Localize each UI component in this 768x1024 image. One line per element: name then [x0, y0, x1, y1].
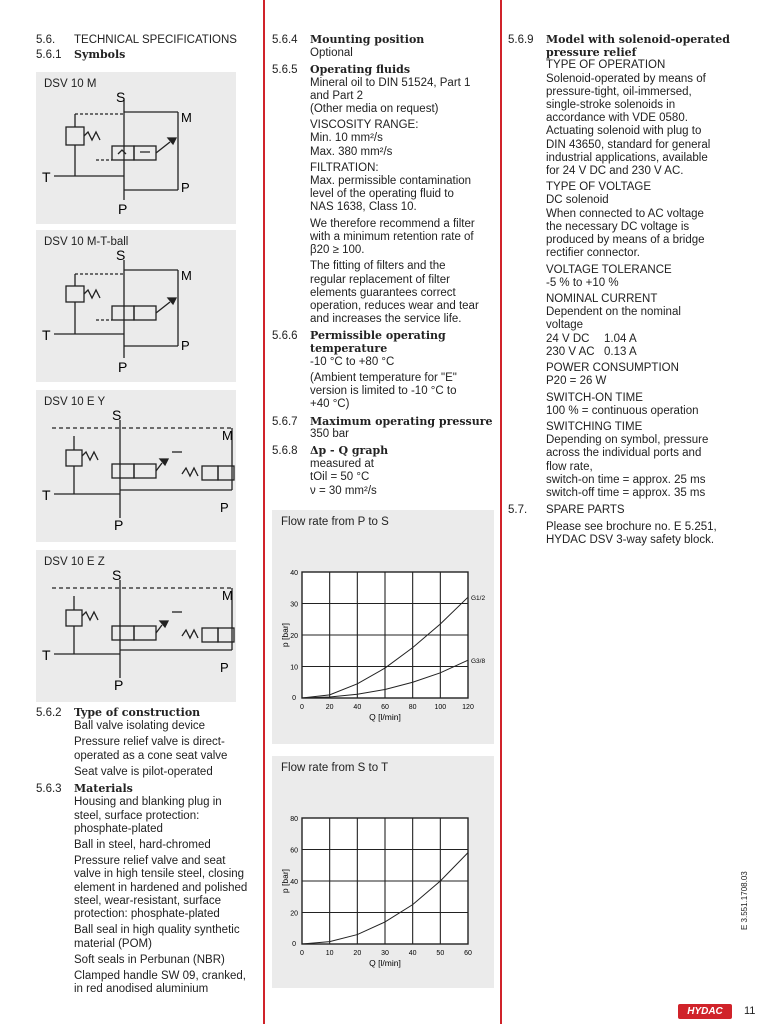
svg-text:S: S: [112, 567, 122, 583]
hydraulic-symbol-diagram: [36, 230, 236, 382]
column-1-lower: [36, 707, 258, 998]
svg-text:M: M: [181, 110, 192, 125]
x-tick-label: 30: [381, 950, 389, 957]
max-pressure-section: 5.6.7 Maximum operating pressure 350 bar: [272, 416, 498, 442]
x-tick-label: 0: [300, 704, 304, 711]
svg-text:P: P: [114, 517, 124, 533]
svg-text:M: M: [222, 588, 233, 603]
y-tick-label: 60: [290, 847, 298, 855]
y-tick-label: 40: [290, 879, 298, 886]
line-chart-p-to-s: [272, 510, 494, 744]
x-tick-label: 100: [434, 704, 447, 711]
current-row: 24 V DC 1.04 A: [546, 332, 637, 345]
series-label: G3/8: [471, 658, 486, 666]
svg-text:P: P: [220, 660, 229, 675]
chart-panel-p-to-s: [272, 510, 494, 744]
x-tick-label: 40: [408, 950, 417, 957]
column-divider-right: [500, 0, 502, 1024]
chart-title: Flow rate from P to S: [281, 516, 389, 528]
temperature-title: Permissible operating: [310, 329, 446, 343]
x-tick-label: 0: [300, 950, 304, 957]
y-tick-label: 80: [290, 816, 298, 823]
svg-text:T: T: [42, 647, 51, 663]
materials-title: Materials: [74, 782, 133, 796]
x-tick-label: 10: [325, 950, 334, 957]
svg-text:M: M: [181, 268, 192, 283]
svg-text:P: P: [118, 359, 128, 375]
svg-text:T: T: [42, 327, 51, 343]
document-code: E 3.551.1708.03: [740, 871, 749, 930]
fluids-section: 5.6.5 Operating fluids Mineral oil to DIN 51524, Part 1 and Part 2 (Other media on request) VISCOSITY RANGE: Min. 10 mm²/s Max. 380 mm²/s FILTRATION: Max. permissible contamination level of the operating fluid to NAS 1638, Class 10. We therefore recommend a filter with a minimum retention rate of β20 ≥ 100. The fitting of filters and the regular replacement of filter elements guarantees correct operation, reduces wear and tear and increases the service life.: [272, 64, 498, 327]
hydac-logo: HYDAC: [678, 1004, 732, 1019]
hydraulic-symbol-diagram: [36, 72, 236, 224]
series-label: G1/2: [471, 595, 486, 603]
svg-text:M: M: [222, 428, 233, 443]
svg-text:P: P: [181, 338, 190, 353]
mounting-title: Mounting position: [310, 33, 425, 46]
y-axis-label: p [bar]: [280, 622, 290, 648]
x-tick-label: 60: [464, 950, 472, 957]
construction-section: 5.6.2 Type of construction Ball valve isolating device Pressure relief valve is direct- operated as a cone seat valve Seat valve is pilot-operated: [36, 706, 228, 778]
hydraulic-symbol-diagram: [36, 550, 236, 702]
y-tick-label: 20: [290, 633, 298, 640]
svg-text:S: S: [112, 407, 122, 423]
max-pressure-title: Maximum operating pressure: [310, 414, 493, 428]
dpq-title: Δp - Q graph: [310, 444, 389, 458]
construction-title: Type of construction: [74, 706, 201, 719]
chart-title: Flow rate from S to T: [281, 762, 389, 774]
column-1: [36, 34, 258, 64]
y-tick-label: 40: [290, 570, 298, 577]
symbols-title: Symbols: [74, 48, 126, 62]
y-axis-label: p [bar]: [280, 868, 290, 894]
x-tick-label: 60: [381, 704, 389, 711]
column-divider-left: [263, 0, 265, 1024]
symbol-dsv10m: DSV 10 M S M T P P: [36, 72, 236, 224]
svg-text:S: S: [116, 247, 126, 263]
solenoid-section: 5.6.9 Model with solenoid-operated pressure relief TYPE OF OPERATION Solenoid-operated by means of pressure-tight, oil-immersed, single-stroke solenoids in accordance with VDE 0580. Actuating solenoid with plug to DIN 43650, standard for general industrial applications, available for 24 V DC and 230 V AC. TYPE OF VOLTAGE DC solenoid When connected to AC voltage the necessary DC voltage is produced by means of a bridge rectifier connector. VOLTAGE TOLERANCE -5 % to +10 % NOMINAL CURRENT Dependent on the nominal voltage 24 V DC 1.04 A 230 V AC 0.13 A POWER CONSUMPTION P20 = 26 W SWITCH-ON TIME 100 % = continuous operation SWITCHING TIME Depending on symbol, pressure across the individual ports and flow rate, switch-on time = approx. 25 ms switch-off time = approx. 35 ms: [508, 34, 744, 500]
symbol-dsv10m-t-ball: DSV 10 M-T-ball S M T P P: [36, 230, 236, 382]
x-tick-label: 50: [436, 950, 445, 957]
x-tick-label: 20: [353, 950, 362, 957]
line-chart-s-to-t: [272, 756, 494, 988]
x-tick-label: 120: [462, 704, 474, 711]
symbol-dsv10ez: DSV 10 E Z S M T P P: [36, 550, 236, 702]
y-tick-label: 10: [290, 664, 298, 672]
temperature-section: 5.6.6 Permissible operating temperature -10 °C to +80 °C (Ambient temperature for "E" version is limited to -10 °C to +40 °C): [272, 330, 498, 411]
y-tick-label: 0: [292, 695, 296, 702]
column-2: [272, 34, 498, 500]
spare-parts-section: 5.7. SPARE PARTS Please see brochure no. E 5.251, HYDAC DSV 3-way safety block.: [508, 504, 744, 547]
svg-text:S: S: [116, 89, 126, 105]
mounting-section: 5.6.4 Mounting position Optional: [272, 34, 498, 60]
svg-text:T: T: [42, 487, 51, 503]
x-axis-label: Q [l/min]: [369, 712, 401, 722]
dpq-section: 5.6.8 Δp - Q graph measured at tOil = 50 °C ν = 30 mm²/s: [272, 445, 498, 497]
x-axis-label: Q [l/min]: [369, 958, 401, 968]
spare-parts-title: SPARE PARTS: [546, 504, 625, 517]
page-number: 11: [744, 1005, 756, 1017]
x-tick-label: 20: [325, 704, 334, 711]
chart-panel-s-to-t: [272, 756, 494, 988]
current-row: 230 V AC 0.13 A: [546, 345, 637, 358]
y-tick-label: 0: [292, 941, 296, 948]
solenoid-title: Model with solenoid-operated: [546, 33, 730, 46]
section-title: TECHNICAL SPECIFICATIONS: [74, 34, 237, 46]
svg-text:P: P: [114, 677, 124, 693]
svg-text:T: T: [42, 169, 51, 185]
materials-section: 5.6.3 Materials Housing and blanking plug in steel, surface protection: phosphate-plated Ball in steel, hard-chromed Pressure relief valve and seat valve in high tensile steel, closing element in hardened and polished steel, wear-resistant, surface protection: phosphate-plated Ball seal in high quality synthetic material (POM) Soft seals in Perbunan (NBR) Clamped handle SW 09, cranked, in red anodised aluminium: [36, 782, 248, 996]
svg-text:P: P: [181, 180, 190, 195]
svg-text:P: P: [220, 500, 229, 515]
section-heading: 5.6. TECHNICAL SPECIFICATIONS: [36, 34, 237, 46]
svg-text:P: P: [118, 201, 128, 217]
symbols-heading: 5.6.1 Symbols: [36, 48, 126, 62]
x-tick-label: 80: [408, 704, 417, 711]
column-3: [508, 34, 744, 549]
fluids-title: Operating fluids: [310, 62, 411, 76]
y-tick-label: 20: [290, 910, 298, 918]
symbol-dsv10ey: DSV 10 E Y S M T P P: [36, 390, 236, 542]
x-tick-label: 40: [353, 704, 362, 711]
y-tick-label: 30: [290, 601, 298, 609]
hydraulic-symbol-diagram: [36, 390, 236, 542]
